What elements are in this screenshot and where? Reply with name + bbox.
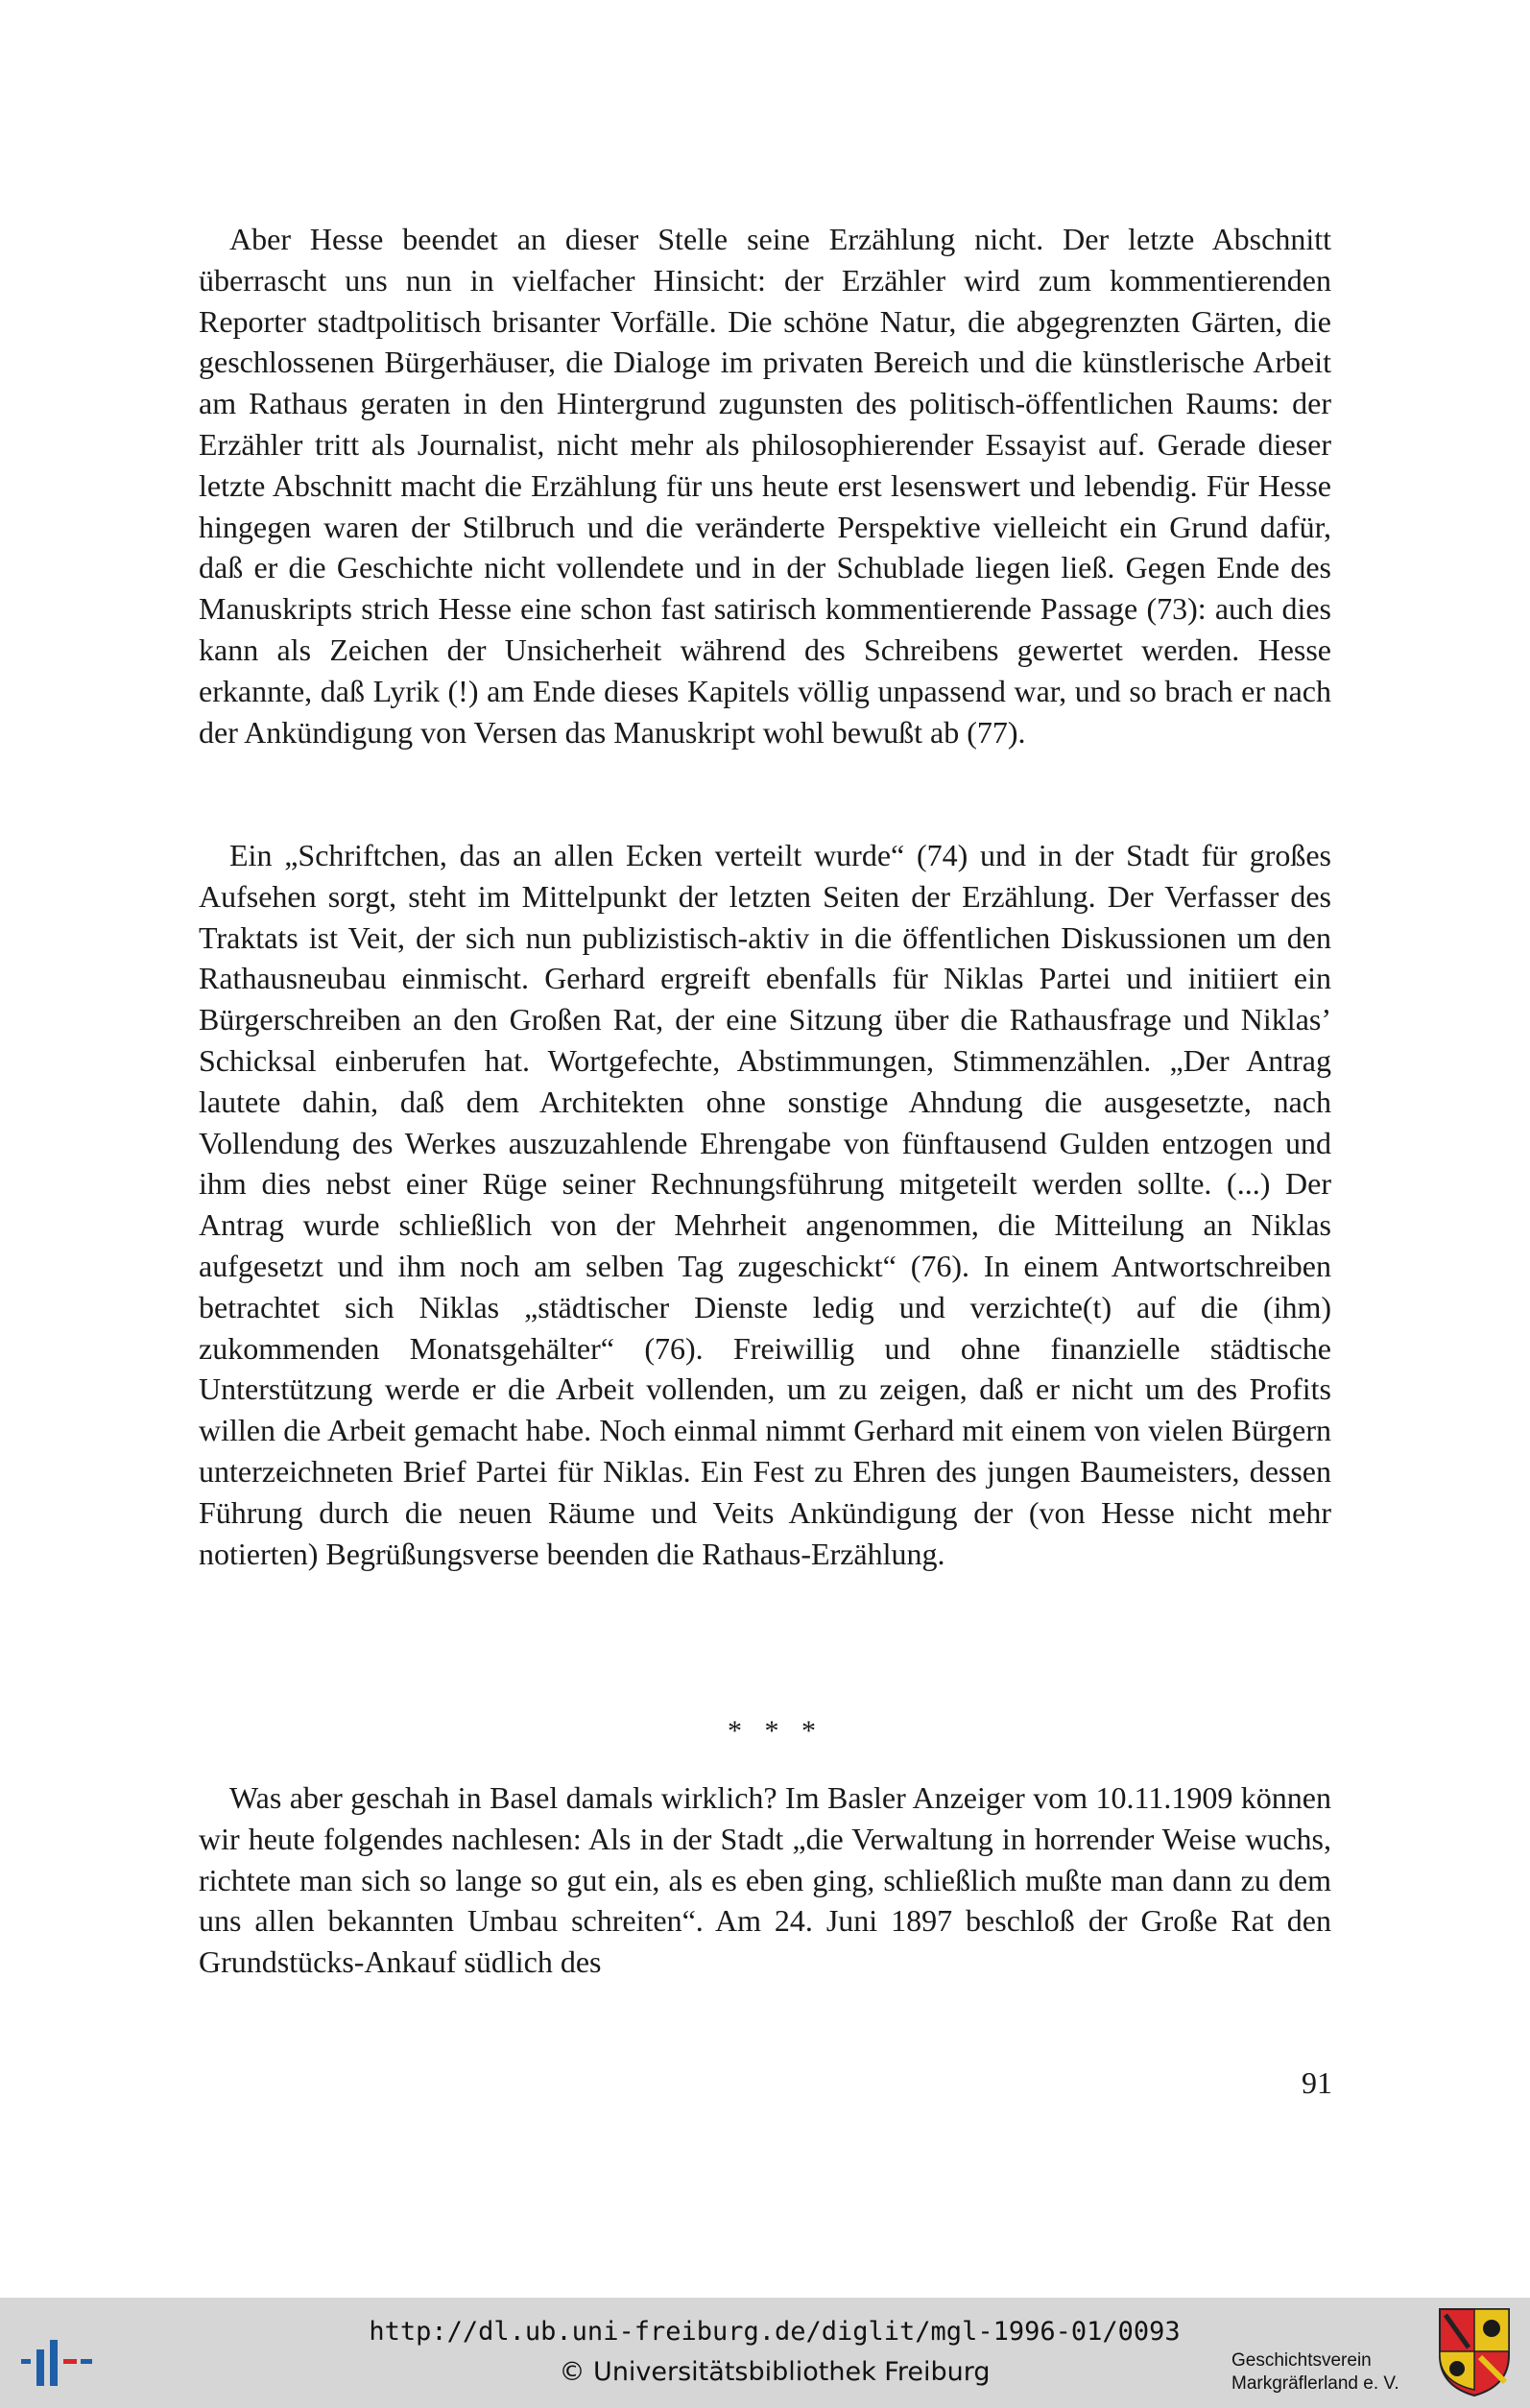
body-paragraph-1 xyxy=(199,219,1331,752)
paragraph-text: Was aber geschah in Basel damals wirklich? Im Basler Anzeiger vom 10.11.1909 können wir heute folgendes nachlesen: Als in der Stadt „die Verwaltung in horrender Weise wuchs, richtete man sich so lange so gut ein, als es eben ging, schließlich mußte man dann zu dem uns allen bekannten Umbau schreiten“. Am 24. Juni 1897 beschloß der Große Rat den Grundstücks-Ankauf südlich des xyxy=(199,1780,1331,1980)
paragraph-text: Ein „Schriftchen, das an allen Ecken verteilt wurde“ (74) und in der Stadt für großes Aufsehen sorgt, steht im Mittelpunkt der letzten Seiten der Erzählung. Der Verfasser des Traktats ist Veit, der sich nun publizistisch-aktiv in die öffentlichen Diskussionen um den Rathausneubau einmischt. Gerhard ergreift ebenfalls für Niklas Partei und initiiert ein Bürgerschreiben an den Großen Rat, der eine Sitzung über die Rathausfrage und Niklas’ Schicksal einberufen hat. Wortgefechte, Abstimmungen, Stimmenzählen. „Der Antrag lautete dahin, daß dem Architekten ohne sonstige Ahndung die ausgesetzte, nach Vollendung des Werkes auszuzahlende Ehrengabe von fünftausend Gulden entzogen und ihm dies nebst einer Rüge seiner Rechnungsführung mitgeteilt werden sollte. (...) Der Antrag wurde schließlich von der Mehrheit angenommen, die Mitteilung an Niklas aufgesetzt und ihm noch am selben Tag zugeschickt“ (76). In einem Antwortschreiben betrachtet sich Niklas „städtischer Dienste ledig und verzichte(t) auf die (ihm) zukommenden Monatsgehälter“ (76). Freiwillig und ohne finanzielle städtische Unterstützung werde er die Arbeit vollenden, um zu zeigen, daß er nicht um des Profits willen die Arbeit gemacht habe. Noch einmal nimmt Gerhard mit einem von vielen Bürgern unterzeichneten Brief Partei für Niklas. Ein Fest zu Ehren des jungen Baumeisters, dessen Führung durch die neuen Räume und Veits Ankündigung der (von Hesse nicht mehr notierten) Begrüßungsverse beenden die Rathaus-Erzählung. xyxy=(199,838,1331,1571)
page-number: 91 xyxy=(1302,2065,1332,2100)
footer-copyright: © Universitätsbibliothek Freiburg xyxy=(559,2357,991,2387)
footer-organization xyxy=(1231,2349,1399,2396)
footer-url-link[interactable]: http://dl.ub.uni-freiburg.de/diglit/mgl-1996-01/0093 xyxy=(369,2317,1181,2347)
org-name-line-1: Geschichtsverein xyxy=(1231,2350,1372,2371)
body-paragraph-3 xyxy=(199,1777,1331,1983)
org-name-line-2: Markgräflerland e. V. xyxy=(1231,2373,1399,2394)
body-paragraph-2 xyxy=(199,835,1331,1574)
section-separator: * * * xyxy=(728,1715,824,1747)
paragraph-text: Aber Hesse beendet an dieser Stelle seine Erzählung nicht. Der letzte Abschnitt überrascht uns nun in vielfacher Hinsicht: der Erzähler wird zum kommentierenden Reporter stadtpolitisch brisanter Vorfälle. Die schöne Natur, die abgegrenzten Gärten, die geschlossenen Bürgerhäuser, die Dialoge im privaten Bereich und die künstlerische Arbeit am Rathaus geraten in den Hintergrund zugunsten des politisch-öffentlichen Raums: der Erzähler tritt als Journalist, nicht mehr als philosophierender Essayist auf. Gerade dieser letzte Abschnitt macht die Erzählung für uns heute erst lesenswert und lebendig. Für Hesse hingegen waren der Stilbruch und die veränderte Perspektive vielleicht ein Grund dafür, daß er die Geschichte nicht vollendete und in der Schublade liegen ließ. Gegen Ende des Manuskripts strich Hesse eine schon fast satirisch kommentierende Passage (73): auch dies kann als Zeichen der Unsicherheit während des Schreibens gewertet werden. Hesse erkannte, daß Lyrik (!) am Ende dieses Kapitels völlig unpassend war, und so brach er nach der Ankündigung von Versen das Manuskript wohl bewußt ab (77). xyxy=(199,222,1331,750)
coat-of-arms-icon xyxy=(1436,2305,1513,2397)
footer-bar xyxy=(0,2298,1530,2408)
